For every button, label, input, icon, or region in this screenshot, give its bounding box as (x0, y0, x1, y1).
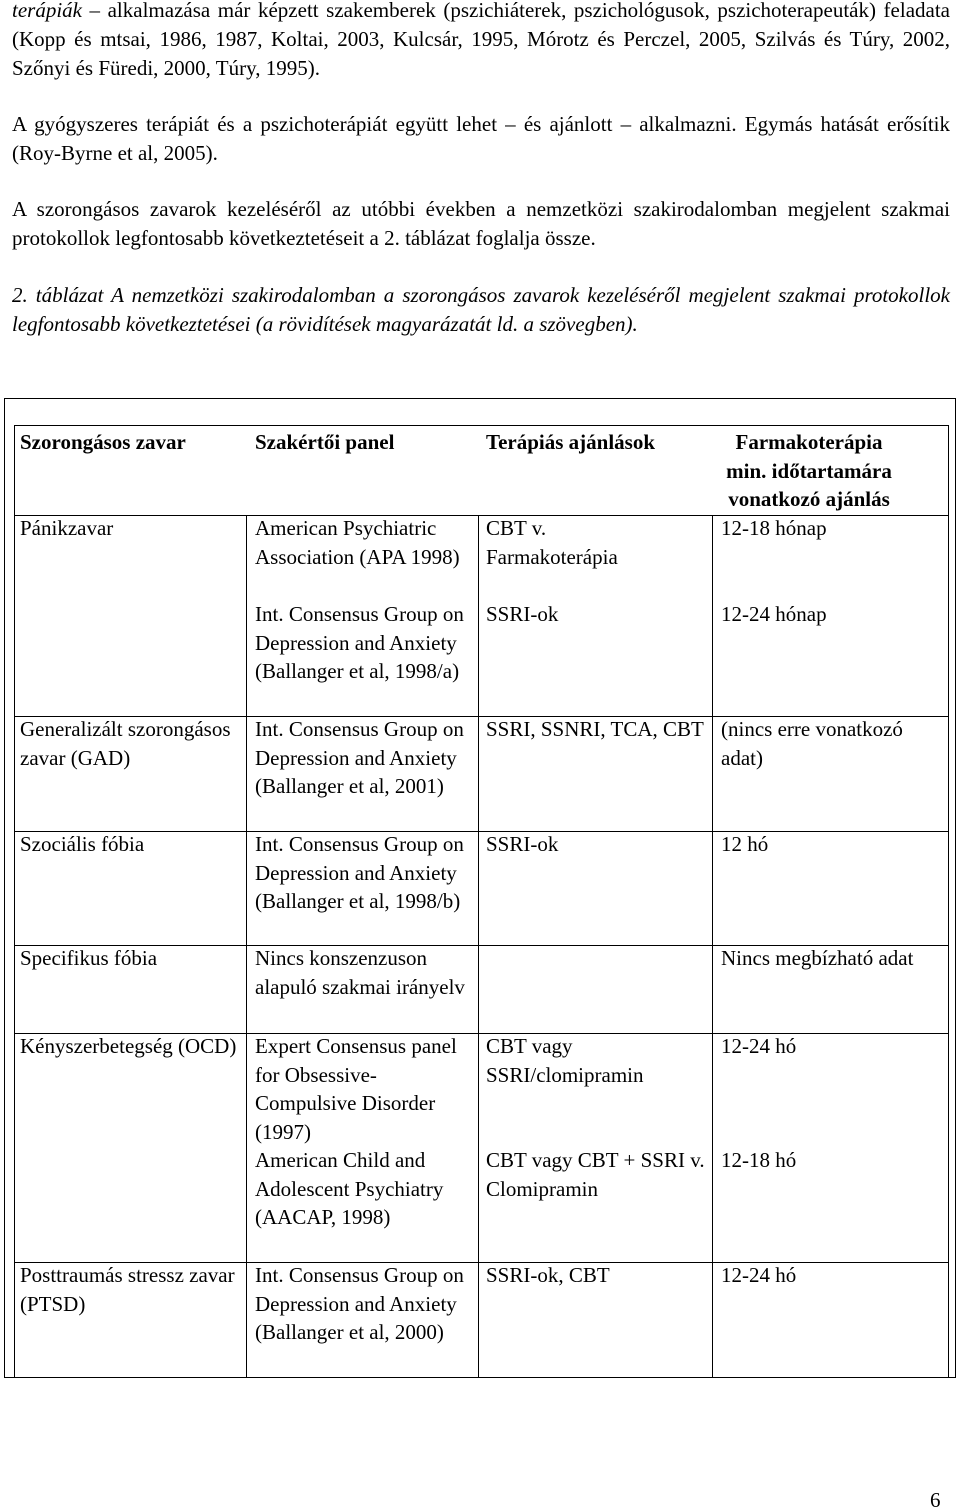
table-frame (4, 398, 956, 1378)
table-cell-panel: American Psychiatric Association (APA 1998) (255, 516, 460, 569)
table-top-rule (14, 425, 948, 426)
table-cell-duration: 12-18 hó (721, 1148, 797, 1172)
page-number: 6 (930, 1488, 941, 1512)
table-cell-therapy: CBT vagy SSRI/clomipramin (486, 1034, 644, 1087)
table-cell-disorder: Specifikus fóbia (20, 946, 158, 970)
table-cell-therapy: SSRI-ok, CBT (486, 1263, 610, 1287)
header-therapy: Terápiás ajánlások (486, 430, 656, 454)
table-cell-therapy: SSRI, SSNRI, TCA, CBT (486, 717, 704, 741)
table-cell-duration: 12-18 hónap (721, 516, 827, 540)
table-cell-duration: 12-24 hó (721, 1034, 797, 1058)
table-cell-disorder: Generalizált szorongásos zavar (GAD) (20, 717, 231, 770)
table-cell-disorder: Kényszerbetegség (OCD) (20, 1034, 237, 1058)
table-cell-panel: Int. Consensus Group on Depression and Anxiety (Ballanger et al, 2000) (255, 1263, 464, 1345)
table-cell-therapy: CBT vagy CBT + SSRI v. Clomipramin (486, 1148, 705, 1201)
table-cell-therapy: CBT v. Farmakoterápia (486, 516, 618, 569)
column-divider (246, 515, 247, 1378)
header-panel: Szakértői panel (255, 430, 395, 454)
column-divider (712, 515, 713, 1378)
table-cell-panel: American Child and Adolescent Psychiatry (AACAP, 1998) (255, 1148, 444, 1230)
table-cell-duration: 12 hó (721, 832, 769, 856)
header-disorder: Szorongásos zavar (20, 430, 186, 454)
paragraph-intro-2: A gyógyszeres terápiát és a pszichoterápiát együtt lehet – és ajánlott – alkalmazni. Egymás hatását erősítik (Roy-Byrne et al, 2005). (12, 112, 950, 165)
table-cell-panel: Nincs konszenzuson alapuló szakmai irányelv (255, 946, 465, 999)
column-divider (478, 515, 479, 1378)
table-cell-disorder: Pánikzavar (20, 516, 114, 540)
table-cell-therapy: SSRI-ok (486, 832, 559, 856)
italic-lead: terápiák (12, 0, 82, 22)
paragraph-intro-1-text: – alkalmazása már képzett szakemberek (pszichiáterek, pszichológusok, pszichoterapeuták) feladata (Kopp és mtsai, 1986, 1987, Koltai, 2003, Kulcsár, 1995, Mórotz és Perczel, 2005, Szilvás és Túry, 2002, Szőnyi és Füredi, 2000, Túry, 1995). (12, 0, 950, 80)
header-duration: Farmakoterápia min. időtartamára vonatkozó ajánlás (726, 430, 892, 512)
paragraph-intro-3: A szorongásos zavarok kezeléséről az utóbbi években a nemzetközi szakirodalomban megjelent szakmai protokollok legfontosabb következtetéseit a 2. táblázat foglalja össze. (12, 197, 950, 250)
table-cell-panel: Int. Consensus Group on Depression and Anxiety (Ballanger et al, 2001) (255, 717, 464, 799)
table-cell-duration: (nincs erre vonatkozó adat) (721, 717, 903, 770)
paragraph-intro-1 (12, 0, 950, 83)
table-cell-therapy: SSRI-ok (486, 602, 559, 626)
table-cell-panel: Int. Consensus Group on Depression and Anxiety (Ballanger et al, 1998/a) (255, 602, 464, 684)
table-cell-duration: 12-24 hónap (721, 602, 827, 626)
table-cell-panel: Expert Consensus panel for Obsessive-Compulsive Disorder (1997) (255, 1034, 457, 1145)
table-cell-duration: 12-24 hó (721, 1263, 797, 1287)
table-cell-panel: Int. Consensus Group on Depression and Anxiety (Ballanger et al, 1998/b) (255, 832, 464, 914)
table-cell-disorder: Posttraumás stressz zavar (PTSD) (20, 1263, 235, 1316)
table-right-rule (948, 425, 949, 1378)
table-cell-duration: Nincs megbízható adat (721, 946, 914, 970)
table-caption: 2. táblázat A nemzetközi szakirodalomban a szorongásos zavarok kezeléséről megjelent szakmai protokollok legfontosabb következtetései (a rövidítések magyarázatát ld. a szövegben). (12, 283, 950, 336)
table-cell-disorder: Szociális fóbia (20, 832, 145, 856)
table-left-rule (14, 425, 15, 1378)
